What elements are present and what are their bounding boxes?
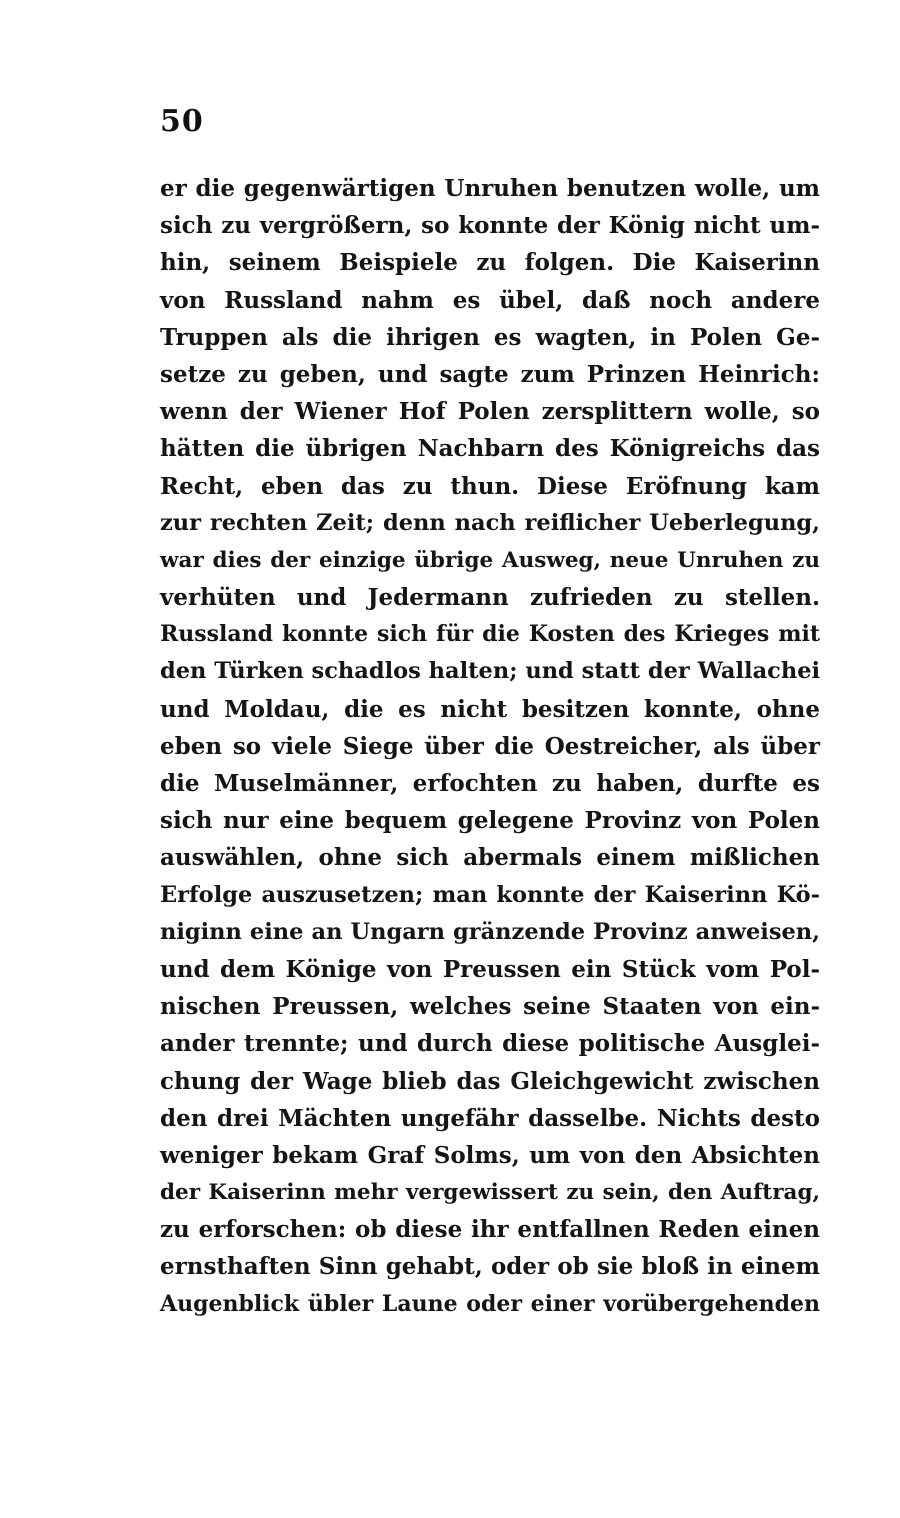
page-number: 50 xyxy=(160,104,204,139)
text-line: er die gegenwärtigen Unruhen benutzen wolle, um xyxy=(160,175,820,202)
text-line: chung der Wage blieb das Gleichgewicht zwischen xyxy=(160,1067,820,1095)
text-line: Recht, eben das zu thun. Diese Eröfnung kam xyxy=(160,472,820,500)
text-line: hätten die übrigen Nachbarn des Königreichs das xyxy=(160,435,820,463)
text-line: von Russland nahm es übel, daß noch andere xyxy=(160,286,820,314)
text-line: die Muselmänner, erfochten zu haben, durfte es xyxy=(160,770,820,797)
text-line: Augenblick übler Laune oder einer vorübergehenden xyxy=(160,1290,820,1317)
text-line: Erfolge auszusetzen; man konnte der Kaiserinn Kö- xyxy=(160,881,820,908)
text-line: ander trennte; und durch diese politische Ausglei- xyxy=(160,1030,820,1058)
text-line: sich nur eine bequem gelegene Provinz von Polen xyxy=(160,807,820,835)
text-line: den Türken schadlos halten; und statt der Wallachei xyxy=(160,658,821,685)
text-line: verhüten und Jedermann zufrieden zu stellen. xyxy=(160,584,820,612)
body-text xyxy=(160,170,820,1323)
text-line: zur rechten Zeit; denn nach reiflicher Ueberlegung, xyxy=(160,509,820,536)
text-line: eben so viele Siege über die Oestreicher, als über xyxy=(160,732,820,760)
text-line: Truppen als die ihrigen es wagten, in Polen Ge- xyxy=(160,323,820,351)
text-line: auswählen, ohne sich abermals einem mißlichen xyxy=(160,844,820,872)
text-line: und Moldau, die es nicht besitzen konnte, ohne xyxy=(160,695,820,723)
text-line: nischen Preussen, welches seine Staaten von ein- xyxy=(160,993,820,1021)
text-line: sich zu vergrößern, so konnte der König nicht um- xyxy=(160,212,820,240)
text-line: niginn eine an Ungarn gränzende Provinz anweisen, xyxy=(160,918,820,945)
text-line: weniger bekam Graf Solms, um von den Absichten xyxy=(160,1141,820,1169)
text-line: wenn der Wiener Hof Polen zersplittern wolle, so xyxy=(160,398,820,426)
text-line: der Kaiserinn mehr vergewissert zu sein, den Auftrag, xyxy=(160,1180,820,1206)
text-line: den drei Mächten ungefähr dasselbe. Nichts desto xyxy=(160,1104,820,1132)
text-line: setze zu geben, und sagte zum Prinzen Heinrich: xyxy=(160,360,820,388)
text-line: zu erforschen: ob diese ihr entfallnen Reden einen xyxy=(160,1216,820,1244)
text-line: Russland konnte sich für die Kosten des Krieges mit xyxy=(160,621,820,648)
text-line: war dies der einzige übrige Ausweg, neue Unruhen zu xyxy=(160,547,820,573)
text-line: ernsthaften Sinn gehabt, oder ob sie bloß in einem xyxy=(160,1253,820,1281)
text-line: und dem Könige von Preussen ein Stück vom Pol- xyxy=(160,955,820,983)
text-line: hin, seinem Beispiele zu folgen. Die Kaiserinn xyxy=(160,249,820,277)
